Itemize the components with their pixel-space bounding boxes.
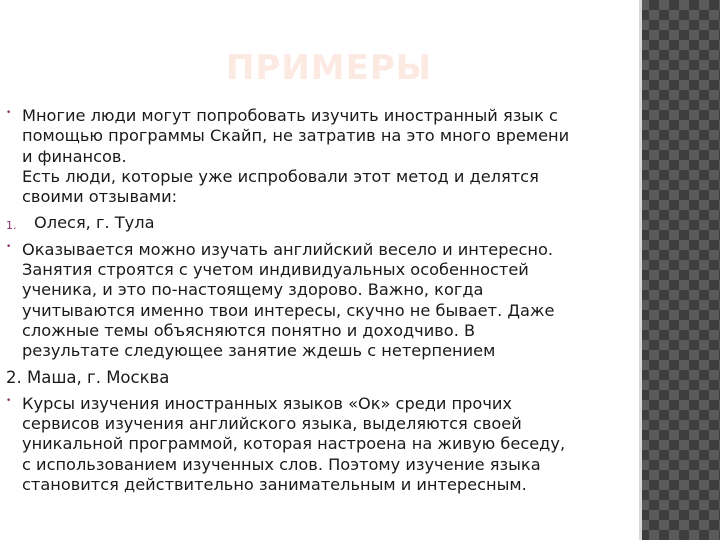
text-line: помощью программы Скайп, не затратив на это много времени bbox=[22, 126, 570, 146]
text-line: ученика, и это по-настоящему здорово. Важно, когда bbox=[22, 280, 484, 300]
slide-title: ПРИМЕРЫ bbox=[225, 48, 433, 88]
bullet-marker: • bbox=[6, 395, 12, 406]
numbered-item-olesya bbox=[6, 213, 636, 233]
text-line: Есть люди, которые уже испробовали этот метод и делятся bbox=[22, 166, 539, 186]
text-line: результате следующее занятие ждешь с нетерпением bbox=[22, 341, 496, 361]
text-line: сервисов изучения английского языка, выделяются своей bbox=[22, 414, 522, 434]
text-line: уникальной программой, которая настроена на живую беседу, bbox=[22, 434, 566, 454]
text-line: Курсы изучения иностранных языков «Ок» среди прочих bbox=[22, 393, 512, 413]
bullet-marker: • bbox=[6, 241, 12, 252]
text-line: Оказывается можно изучать английский весело и интересно. bbox=[22, 239, 554, 259]
text-line: сложные темы объясняются понятно и доходчиво. В bbox=[22, 320, 476, 340]
text-line: становится действительно занимательным и интересным. bbox=[22, 475, 527, 495]
bullet-item-review-2 bbox=[6, 394, 636, 495]
bullet-marker: • bbox=[6, 108, 12, 118]
slide-content bbox=[6, 106, 636, 501]
plain-item-masha bbox=[6, 368, 636, 388]
text-line: и финансов. bbox=[22, 146, 127, 166]
text-line: с использованием изученных слов. Поэтому изучение языка bbox=[22, 454, 541, 474]
text-line: 2. Маша, г. Москва bbox=[6, 367, 170, 387]
bullet-item-review-1 bbox=[6, 240, 636, 362]
text-line: Многие люди могут попробовать изучить иностранный язык с bbox=[22, 106, 558, 125]
text-line: учитываются именно твои интересы, скучно не бывает. Даже bbox=[22, 300, 555, 320]
bullet-item-intro bbox=[6, 106, 636, 207]
text-line: Занятия строятся с учетом индивидуальных особенностей bbox=[22, 260, 529, 280]
text-line: Олеся, г. Тула bbox=[34, 213, 155, 233]
text-line: своими отзывами: bbox=[22, 187, 178, 207]
number-marker: 1. bbox=[6, 219, 17, 233]
